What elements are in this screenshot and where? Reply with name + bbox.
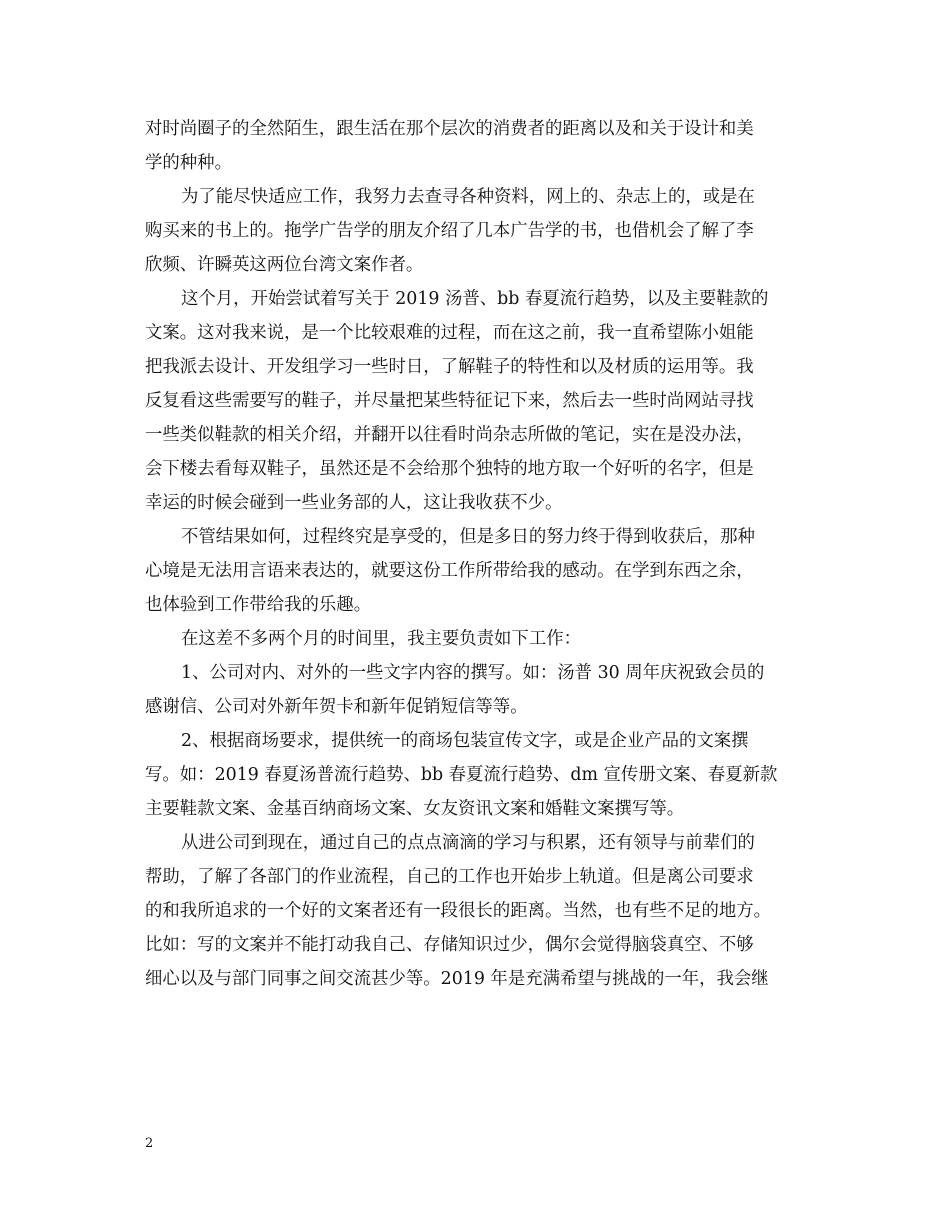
text-line: 不管结果如何，过程终究是享受的，但是多日的努力终于得到收获后，那种 (181, 527, 755, 547)
text-line: 比如：写的文案并不能打动我自己、存储知识过少，偶尔会觉得脑袋真空、不够 (145, 935, 754, 955)
text-line: 帮助，了解了各部门的作业流程，自己的工作也开始步上轨道。但是离公司要求 (145, 867, 754, 887)
text-line: 一些类似鞋款的相关介绍，并翻开以往看时尚杂志所做的笔记，实在是没办法， (145, 425, 754, 445)
text-line: 学的种种。 (145, 153, 232, 173)
text-line: 主要鞋款文案、金基百纳商场文案、女友资讯文案和婚鞋文案撰写等。 (145, 799, 685, 819)
text-line: 幸运的时候会碰到一些业务部的人，这让我收获不少。 (145, 493, 563, 513)
text-line: 的和我所追求的一个好的文案者还有一段很长的距离。当然，也有些不足的地方。 (145, 901, 772, 921)
text-line: 细心以及与部门同事之间交流甚少等。2019 年是充满希望与挑战的一年，我会继 (145, 969, 769, 989)
text-line: 也体验到工作带给我的乐趣。 (145, 595, 372, 615)
text-line: 反复看这些需要写的鞋子，并尽量把某些特征记下来，然后去一些时尚网站寻找 (145, 391, 754, 411)
text-line: 文案。这对我来说，是一个比较艰难的过程，而在这之前，我一直希望陈小姐能 (145, 323, 754, 343)
document-body (145, 112, 817, 996)
text-line: 会下楼去看每双鞋子，虽然还是不会给那个独特的地方取一个好听的名字，但是 (145, 459, 754, 479)
text-line: 这个月，开始尝试着写关于 2019 汤普、bb 春夏流行趋势，以及主要鞋款的 (181, 289, 769, 309)
text-line: 对时尚圈子的全然陌生，跟生活在那个层次的消费者的距离以及和关于设计和美 (145, 119, 754, 139)
text-line: 把我派去设计、开发组学习一些时日，了解鞋子的特性和以及材质的运用等。我 (145, 357, 754, 377)
page-number: 2 (145, 1136, 154, 1151)
text-line: 1、公司对内、对外的一些文字内容的撰写。如：汤普 30 周年庆祝致会员的 (181, 663, 765, 683)
text-line: 从进公司到现在，通过自己的点点滴滴的学习与积累，还有领导与前辈们的 (181, 833, 755, 853)
text-line: 2、根据商场要求，提供统一的商场包装宣传文字，或是企业产品的文案撰 (181, 731, 749, 751)
text-line: 感谢信、公司对外新年贺卡和新年促销短信等等。 (145, 697, 528, 717)
text-line: 为了能尽快适应工作，我努力去查寻各种资料，网上的、杂志上的，或是在 (181, 187, 755, 207)
text-line: 欣频、许瞬英这两位台湾文案作者。 (145, 255, 424, 275)
text-line: 在这差不多两个月的时间里，我主要负责如下工作： (181, 629, 581, 649)
text-line: 购买来的书上的。拖学广告学的朋友介绍了几本广告学的书，也借机会了解了李 (145, 221, 754, 241)
text-line: 心境是无法用言语来表达的，就要这份工作所带给我的感动。在学到东西之余， (145, 561, 754, 581)
text-line: 写。如：2019 春夏汤普流行趋势、bb 春夏流行趋势、dm 宣传册文案、春夏新款 (145, 765, 778, 785)
